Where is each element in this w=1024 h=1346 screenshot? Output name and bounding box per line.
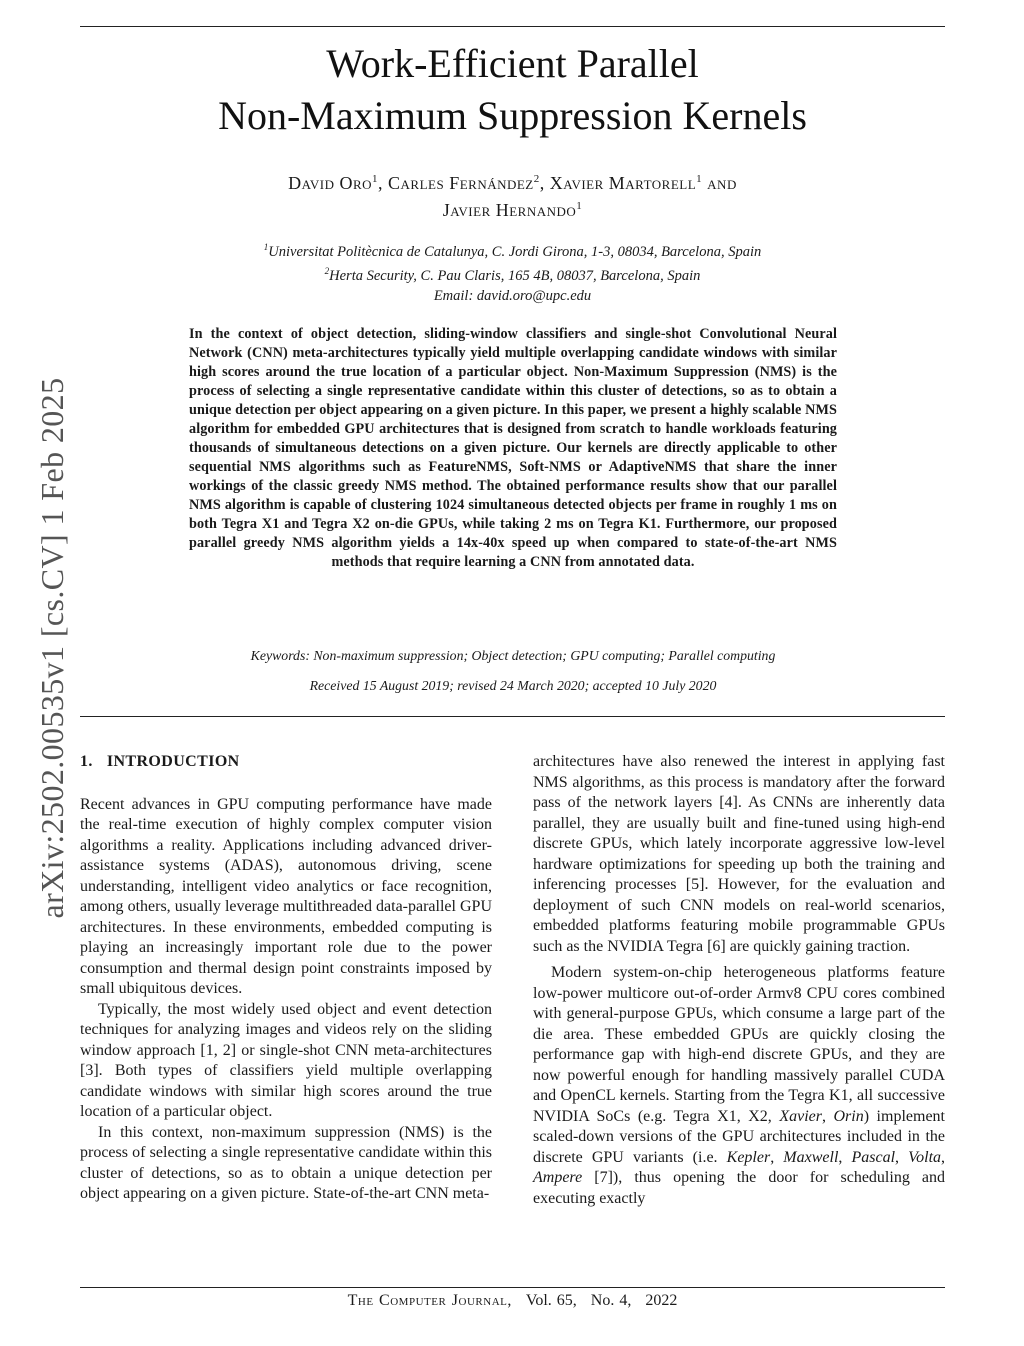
author-name: David Oro [288, 173, 373, 193]
body-paragraph: Recent advances in GPU computing performance have made the real-time execution of highly complex computer vision algorithms a reality. Applications including advanced driver-assistance systems (ADAS), autonomous driving, scene understanding, intelligent video analytics or face recognition, among others, usually leverage multithreaded data-parallel GPU architectures. In these environments, embedded computing is playing an increasingly important role due to the power consumption and thermal design point constraints imposed by small ubiquitous devices. [80, 795, 492, 997]
footer-rule [80, 1287, 945, 1288]
author-affiliation-mark: 2 [533, 173, 540, 185]
gpu-architecture-name: Maxwell [783, 1148, 839, 1166]
section-number: 1. [80, 753, 93, 770]
gpu-architecture-name: Ampere [533, 1169, 583, 1186]
contact-email: Email: david.oro@upc.edu [433, 287, 592, 304]
author-affiliation-mark: 1 [576, 200, 583, 212]
soc-name: Xavier [779, 1107, 822, 1125]
paper-title [80, 38, 945, 142]
section-heading [80, 752, 492, 773]
author-name: Javier Hernando [442, 200, 577, 220]
text-run: , [821, 1107, 834, 1125]
affiliation-line [80, 238, 945, 262]
journal-volume: Vol. 65, [525, 1292, 577, 1309]
body-paragraph: In this context, non-maximum suppression (NMS) is the process of selecting a single representative candidate within this cluster of detections, so as to obtain a unique detection per object appearing on a given picture. State-of-the-art CNN meta- [80, 1123, 492, 1202]
gpu-architecture-name: Kepler [726, 1148, 771, 1166]
text-run: , [770, 1148, 784, 1166]
text-run: , [895, 1148, 909, 1166]
affiliation-line [80, 262, 945, 286]
author-list: David Oro$^1$, Carles Fernández$^2$, Xavier Martorell$^1$ and Javier Hernando$^1$ [288, 173, 737, 220]
affiliation-text: Universitat Politècnica de Catalunya, C. Jordi Girona, 1-3, 08034, Barcelona, Spain [268, 243, 762, 260]
section-title: INTRODUCTION [106, 753, 240, 770]
author-name: Carles Fernández [388, 173, 534, 193]
text-run: , [838, 1148, 852, 1166]
gpu-architecture-name: Pascal [851, 1148, 896, 1166]
journal-number: No. 4, [590, 1292, 632, 1309]
gpu-architecture-name: Volta [908, 1148, 942, 1166]
text-run: ) implement scaled-down versions of the GPU architectures included in the discrete GPU variants (i.e. [533, 1107, 945, 1166]
running-footer [80, 1291, 945, 1311]
abstract: In the context of object detection, sliding-window classifiers and single-shot Convolutional Neural Network (CNN) meta-architectures typically yield multiple overlapping candidate windows with similar high scores around the true location of a particular object. Non-Maximum Suppression (NMS) is the process of selecting a single representative candidate within this cluster of detections, so as to obtain a unique detection per object appearing on a given picture. In this paper, we present a highly scalable NMS algorithm for embedded GPU architectures that is designed from scratch to handle workloads featuring thousands of simultaneous detections on a given picture. Our kernels are directly applicable to other sequential NMS algorithms such as FeatureNMS, Soft-NMS or AdaptiveNMS that share the inner workings of the classic greedy NMS method. The obtained performance results show that our parallel NMS algorithm is capable of clustering 1024 simultaneous detected objects per frame in roughly 1 ms on both Tegra X1 and Tegra X2 on-die GPUs, while taking 2 ms on Tegra K1. Furthermore, our proposed parallel greedy NMS algorithm yields a 14x-40x speed up when compared to state-of-the-art NMS methods that require learning a CNN from annotated data. [189, 326, 837, 570]
received-dates: Received 15 August 2019; revised 24 March 2020; accepted 10 July 2020 [309, 678, 717, 693]
soc-name: Orin [833, 1107, 864, 1125]
author-conjunction: and [707, 173, 737, 193]
journal-name: The Computer Journal, [347, 1292, 512, 1309]
left-column [80, 752, 492, 1205]
author-affiliation-mark: 1 [696, 173, 703, 185]
text-run: Modern system-on-chip heterogeneous platforms feature low-power multicore out-of-order Armv8 CPU cores combined with general-purpose GPUs, which consume a large part of the die area. These embedded GPUs are quickly closing the performance gap with high-end discrete GPUs, and they are now powerful enough for handling massively parallel CUDA and OpenCL kernels. Starting from the Tegra K1, all successive NVIDIA SoCs (e.g. Tegra X1, X2, [533, 964, 945, 1125]
keywords: Keywords: Non-maximum suppression; Object detection; GPU computing; Parallel computing [250, 648, 776, 663]
affiliation-mark: 1 [263, 242, 269, 252]
affiliation-mark: 2 [324, 266, 330, 277]
arxiv-identifier-stamp: arXiv:2502.00535v1 [cs.CV] 1 Feb 2025 [34, 377, 70, 919]
journal-year: 2022 [645, 1292, 678, 1309]
body-paragraph: Typically, the most widely used object and event detection techniques for analyzing images and videos rely on the sliding window approach [1, 2] or single-shot CNN meta-architectures [3]. Both types of classifiers yield multiple overlapping candidate windows with similar high scores around the true location of a particular object. [80, 1000, 492, 1120]
affiliations [80, 238, 945, 306]
text-run: , [941, 1148, 946, 1166]
right-column [533, 752, 945, 1209]
title-line-2: Non-Maximum Suppression Kernels [218, 93, 807, 138]
body-paragraph: architectures have also renewed the interest in applying fast NMS algorithms, as this process is mandatory after the forward pass of the network layers [4]. As CNNs are inherently data parallel, they are usually built and fine-tuned using high-end discrete GPUs, which lately incorporate aggressive low-level hardware optimizations for speeding up both the training and inferencing processes [5]. However, for the evaluation and deployment of such CNN models on real-world scenarios, embedded platforms featuring mobile programmable GPUs such as the NVIDIA Tegra [6] are quickly gaining traction. [533, 753, 945, 955]
text-run: [7]), thus opening the door for scheduling and executing exactly [533, 1169, 945, 1207]
author-affiliation-mark: 1 [372, 173, 379, 185]
top-rule [80, 26, 945, 27]
body-paragraph [533, 963, 945, 1209]
author-name: Xavier Martorell [549, 173, 697, 193]
title-line-1: Work-Efficient Parallel [326, 41, 699, 86]
section-rule [80, 716, 945, 717]
affiliation-text: Herta Security, C. Pau Claris, 165 4B, 08037, Barcelona, Spain [329, 268, 701, 285]
